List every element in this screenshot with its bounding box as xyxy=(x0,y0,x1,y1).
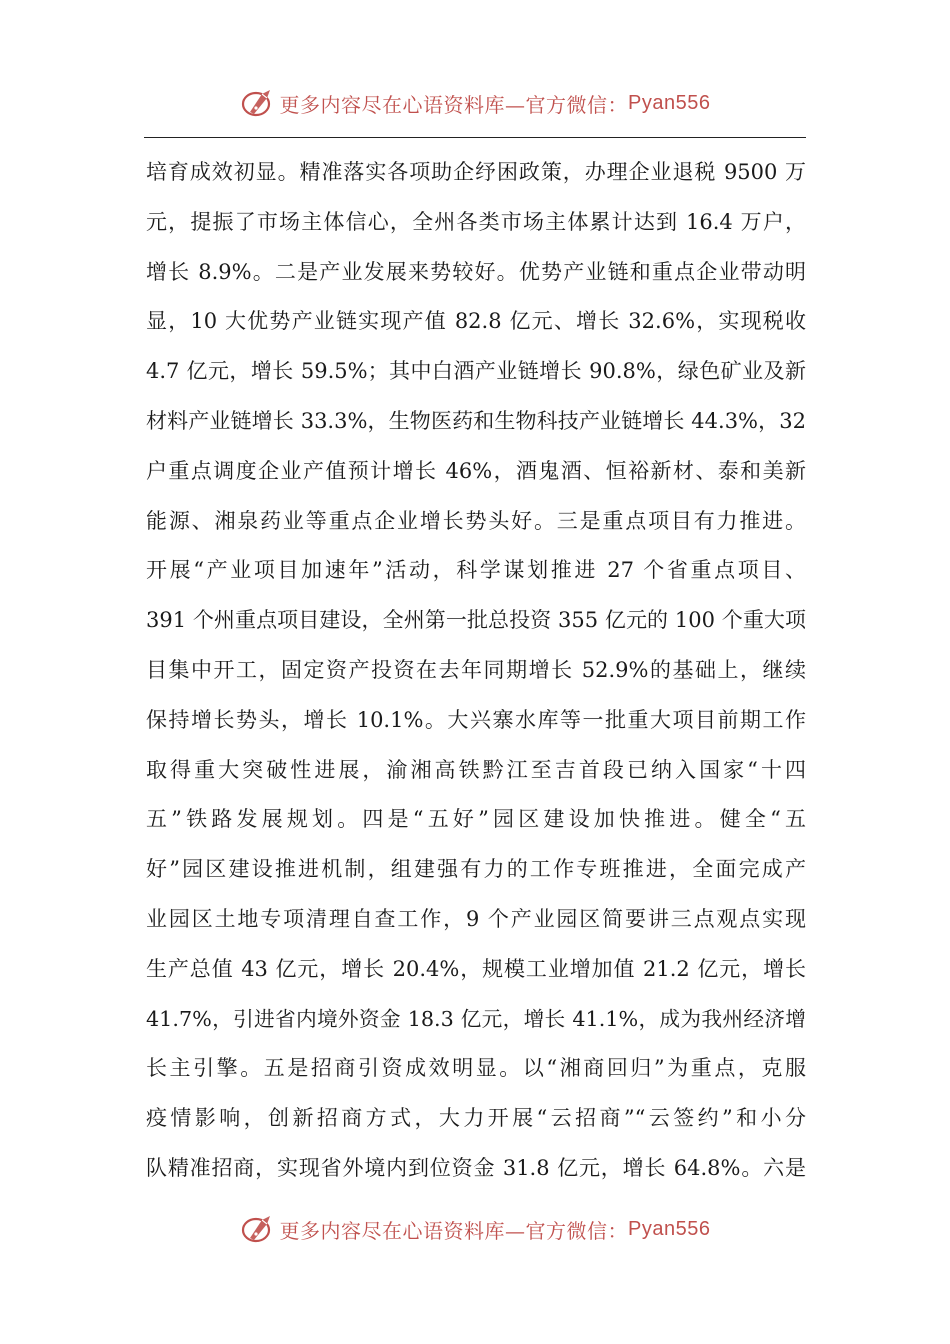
body-line: 显，10 大优势产业链实现产值 82.8 亿元、增长 32.6%，实现税收 xyxy=(146,309,806,334)
body-line: 好”园区建设推进机制，组建强有力的工作专班推进，全面完成产 xyxy=(146,857,806,882)
document-body xyxy=(146,152,806,1198)
header-banner xyxy=(0,83,950,123)
body-line: 队精准招商，实现省外境内到位资金 31.8 亿元，增长 64.8%。六是 xyxy=(146,1155,806,1180)
body-line: 391 个州重点项目建设，全州第一批总投资 355 亿元的 100 个重大项 xyxy=(146,608,806,633)
footer-banner-content xyxy=(240,1212,711,1246)
body-line: 长主引擎。五是招商引资成效明显。以“湘商回归”为重点，克服 xyxy=(146,1056,806,1081)
footer-wechat-id: Pyan556 xyxy=(628,1217,711,1240)
body-line: 41.7%，引进省内境外资金 18.3 亿元，增长 41.1%，成为我州经济增 xyxy=(146,1006,806,1031)
body-line: 材料产业链增长 33.3%，生物医药和生物科技产业链增长 44.3%，32 xyxy=(146,408,806,433)
body-line: 疫情影响，创新招商方式，大力开展“云招商”“云签约”和小分 xyxy=(146,1106,806,1131)
body-line: 增长 8.9%。二是产业发展来势较好。优势产业链和重点企业带动明 xyxy=(146,259,806,284)
pen-nib-logo-icon xyxy=(240,86,276,120)
body-line: 培育成效初显。精准落实各项助企纾困政策，办理企业退税 9500 万 xyxy=(146,160,806,184)
body-line: 户重点调度企业产值预计增长 46%，酒鬼酒、恒裕新材、泰和美新 xyxy=(146,458,806,483)
body-line: 保持增长势头，增长 10.1%。大兴寨水库等一批重大项目前期工作 xyxy=(146,707,806,732)
body-line: 五”铁路发展规划。四是“五好”园区建设加快推进。健全“五 xyxy=(146,807,806,832)
body-line: 元，提振了市场主体信心，全州各类市场主体累计达到 16.4 万户， xyxy=(146,209,806,234)
header-banner-text: 更多内容尽在心语资料库—官方微信： xyxy=(279,92,629,117)
body-line: 开展“产业项目加速年”活动，科学谋划推进 27 个省重点项目、 xyxy=(146,558,806,583)
body-line: 取得重大突破性进展，渝湘高铁黔江至吉首段已纳入国家“十四 xyxy=(146,757,806,782)
body-line: 4.7 亿元，增长 59.5%；其中白酒产业链增长 90.8%，绿色矿业及新 xyxy=(146,359,806,384)
body-line: 目集中开工，固定资产投资在去年同期增长 52.9%的基础上，继续 xyxy=(146,657,806,682)
header-divider xyxy=(144,137,806,138)
body-line: 生产总值 43 亿元，增长 20.4%，规模工业增加值 21.2 亿元，增长 xyxy=(146,956,806,981)
footer-banner xyxy=(0,1209,950,1249)
header-banner-content xyxy=(240,86,711,120)
body-line: 能源、湘泉药业等重点企业增长势头好。三是重点项目有力推进。 xyxy=(146,508,806,533)
body-line: 业园区土地专项清理自查工作，9 个产业园区简要讲三点观点实现 xyxy=(146,906,806,931)
pen-nib-logo-icon xyxy=(240,1212,276,1246)
footer-banner-text: 更多内容尽在心语资料库—官方微信： xyxy=(279,1218,629,1243)
header-wechat-id: Pyan556 xyxy=(628,91,711,114)
